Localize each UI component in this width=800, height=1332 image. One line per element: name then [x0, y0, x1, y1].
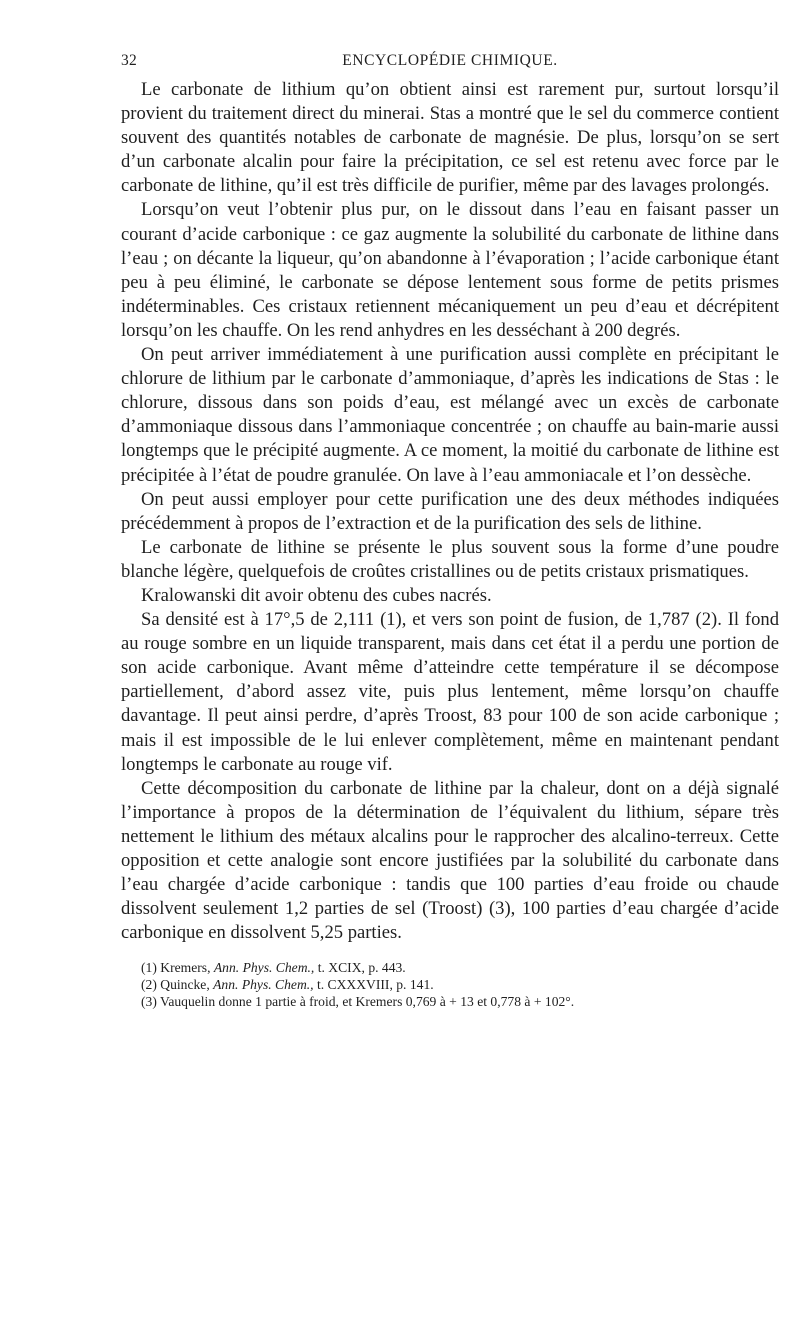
footnote-reference: t. XCIX, p. 443. — [317, 960, 406, 976]
footnote-marker: (3) — [141, 994, 157, 1010]
paragraph: Cette décomposition du carbonate de lithine par la chaleur, dont on a déjà signalé l’importance à propos de la détermination de l’équivalent du lithium, sépare très nettement le lithium des métaux alcalins pour le rapprocher des alcalino-terreux. Cette opposition et cette analogie sont encore justifiées par la solubilité du carbonate dans l’eau chargée d’acide carbonique : tandis que 100 parties d’eau froide ou chaude dissolvent seulement 1,2 parties de sel (Troost) (3), 100 parties d’eau chargée d’acide carbonique en dissolvent 5,25 parties. — [121, 777, 779, 944]
page-number: 32 — [121, 52, 138, 69]
footnote — [141, 959, 779, 976]
footnote — [141, 993, 779, 1010]
paragraph: Le carbonate de lithine se présente le plus souvent sous la forme d’une poudre blanche légère, quelquefois de croûtes cristallines ou de petits cristaux prismatiques. — [121, 536, 779, 582]
footnote — [141, 976, 779, 993]
footnote-author: Kremers, — [160, 960, 211, 976]
paragraph: Sa densité est à 17°,5 de 2,111 (1), et vers son point de fusion, de 1,787 (2). Il fond au rouge sombre en un liquide transparent, mais dans cet état il a perdu une portion de son acide carbonique. Avant même d’atteindre cette température il se décompose partiellement, d’abord assez vite, puis plus lentement, même lorsqu’on chauffe davantage. Il peut ainsi perdre, d’après Troost, 83 pour 100 de son acide carbonique ; mais il est impossible de le lui enlever complètement, même en maintenant pendant longtemps le carbonate au rouge vif. — [121, 609, 779, 775]
footnote-reference: t. CXXXVIII, p. 141. — [316, 977, 434, 993]
paragraph: Le carbonate de lithium qu’on obtient ainsi est rarement pur, surtout lorsqu’il provient du traitement direct du minerai. Stas a montré que le sel du commerce contient souvent des quantités notables de carbonate de magnésie. De plus, lorsqu’on se sert d’un carbonate alcalin pour faire la précipitation, ce sel est retenu avec force par le carbonate de lithine, qu’il est très difficile de purifier, même par des lavages prolongés. — [121, 79, 779, 197]
page-header — [121, 52, 779, 78]
paragraph: On peut aussi employer pour cette purification une des deux méthodes indiquées précédemment à propos de l’extraction et de la purification des sels de lithine. — [121, 488, 779, 534]
paragraph: Lorsqu’on veut l’obtenir plus pur, on le dissout dans l’eau en faisant passer un courant d’acide carbonique : ce gaz augmente la solubilité du carbonate de lithine dans l’eau ; on décante la liqueur, qu’on abandonne à l’évaporation ; l’acide carbonique étant peu à peu éliminé, le carbonate se dépose lentement sous forme de petits prismes indéterminables. Ces cristaux retiennent mécaniquement un peu d’eau et décrépitent lorsqu’on les chauffe. On les rend anhydres en les desséchant à 200 degrés. — [121, 199, 779, 341]
footnote-marker: (1) — [141, 960, 157, 976]
footnote-journal: Ann. Phys. Chem., — [213, 960, 315, 976]
paragraph: On peut arriver immédiatement à une purification aussi complète en précipitant le chlorure de lithium par le carbonate d’ammoniaque, d’après les indications de Stas : le chlorure, dissous dans son poids d’eau, est mélangé avec un excès de carbonate d’ammoniaque dissous dans l’ammoniaque concentrée ; on chauffe au bain-marie aussi longtemps que le précipité augmente. A ce moment, la moitié du carbonate de lithine est précipitée à l’état de poudre granulée. On lave à l’eau ammoniacale et l’on dessèche. — [121, 344, 779, 486]
footnotes — [121, 959, 779, 1010]
running-title: ENCYCLOPÉDIE CHIMIQUE. — [342, 52, 558, 69]
footnote-author: Quincke, — [160, 977, 210, 993]
footnote-journal: Ann. Phys. Chem., — [213, 977, 314, 993]
body-text — [121, 78, 779, 945]
footnote-text: Vauquelin donne 1 partie à froid, et Kremers 0,769 à + 13 et 0,778 à + 102°. — [160, 994, 575, 1010]
paragraph: Kralowanski dit avoir obtenu des cubes nacrés. — [141, 584, 492, 606]
book-page — [121, 52, 779, 1010]
footnote-marker: (2) — [141, 977, 157, 993]
